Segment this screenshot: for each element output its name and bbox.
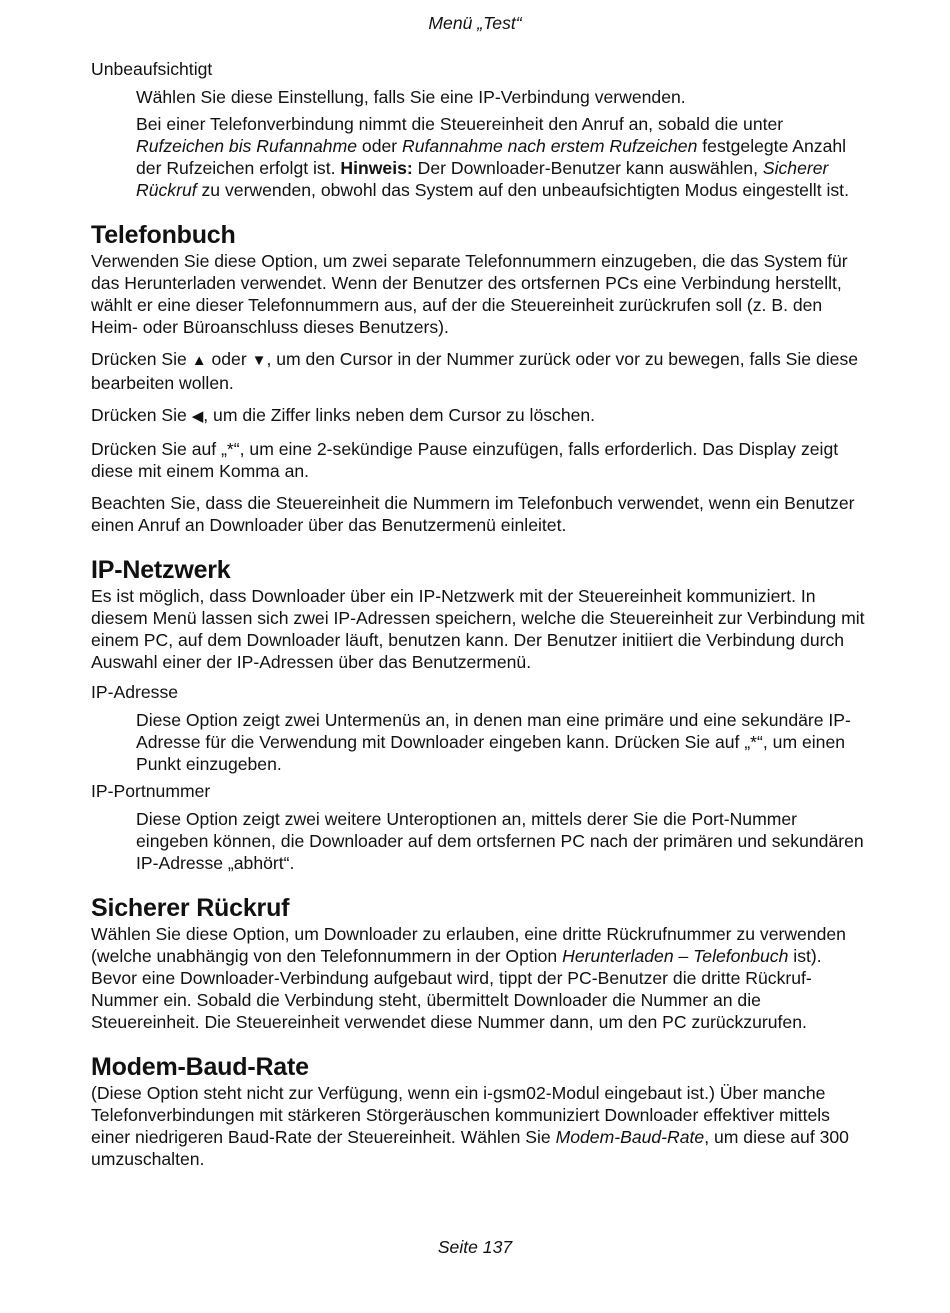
definition-unbeaufsichtigt-2	[136, 113, 866, 201]
term-ip-adresse: IP-Adresse	[91, 682, 179, 702]
italic-term: Rufannahme nach erstem Rufzeichen	[402, 136, 698, 156]
section-title-sicherer-rueckruf: Sicherer Rückruf	[91, 894, 290, 922]
paragraph: Beachten Sie, dass die Steuereinheit die Nummern im Telefonbuch verwendet, wenn ein Benutzer einen Anruf an Downloader über das Benutzermenü einleitet.	[91, 493, 855, 535]
definition-unbeaufsichtigt-1: Wählen Sie diese Einstellung, falls Sie eine IP-Verbindung verwenden.	[136, 87, 686, 107]
paragraph	[91, 923, 866, 1033]
page-footer: Seite 137	[437, 1237, 513, 1257]
text-run: oder	[206, 349, 252, 369]
paragraph: Verwenden Sie diese Option, um zwei separate Telefonnummern einzugeben, die das System für das Herunterladen verwendet. Wenn der Benutzer des ortsfernen PCs eine Verbindung herstellt, wählt er eine dieser Telefonnummern aus, auf der die Steuereinheit zurückrufen soll (z. B. den Heim- oder Büroanschluss dieses Benutzers).	[91, 251, 848, 337]
section-sicherer-rueckruf	[91, 893, 866, 1033]
text-run: , um den Cursor in der Nummer zurück oder vor zu bewegen, falls Sie diese bearbeiten wollen.	[91, 349, 859, 393]
left-arrow-icon: ◀	[191, 408, 204, 425]
down-arrow-icon: ▼	[251, 352, 267, 369]
note-label: Hinweis:	[340, 158, 413, 178]
page-header: Menü „Test“	[428, 13, 522, 33]
text-run: Bei einer Telefonverbindung nimmt die Steuereinheit den Anruf an, sobald die unter	[136, 114, 784, 134]
paragraph: Es ist möglich, dass Downloader über ein IP-Netzwerk mit der Steuereinheit kommuniziert. In diesem Menü lassen sich zwei IP-Adressen speichern, welche die Steuereinheit zur Verbindung mit einem PC, auf dem Downloader läuft, benutzen kann. Der Benutzer initiiert die Verbindung durch Auswahl einer der IP-Adressen über das Benutzermenü.	[91, 586, 865, 672]
italic-term: Modem-Baud-Rate	[555, 1127, 705, 1147]
text-run: Drücken Sie	[91, 349, 192, 369]
paragraph: Drücken Sie auf „*“, um eine 2-sekündige Pause einzufügen, falls erforderlich. Das Display zeigt diese mit einem Komma an.	[91, 439, 839, 481]
paragraph	[91, 1082, 866, 1170]
up-arrow-icon: ▲	[191, 352, 207, 369]
definition-ip-portnummer: Diese Option zeigt zwei weitere Unteroptionen an, mittels derer Sie die Port-Nummer eingeben können, die Downloader auf dem ortsfernen PC nach der primären und sekundären IP-Adresse „abhört“.	[136, 809, 864, 873]
text-run: zu verwenden, obwohl das System auf den unbeaufsichtigten Modus eingestellt ist.	[196, 180, 849, 200]
section-modem-baud-rate	[91, 1052, 866, 1170]
text-run: (Diese Option steht nicht zur Verfügung, wenn ein i-gsm02-Modul eingebaut ist.) Über manche Telefonverbindungen mit stärkeren Störgeräuschen kommuniziert Downloader effektiver mittels einer niedrigeren Baud-Rate der Steuereinheit. Wählen Sie	[91, 1083, 830, 1147]
definition-ip-adresse: Diese Option zeigt zwei Untermenüs an, in denen man eine primäre und eine sekundäre IP-Adresse für die Verwendung mit Downloader eingeben kann. Drücken Sie auf „*“, um einen Punkt einzugeben.	[136, 710, 851, 774]
text-run: Wählen Sie diese Option, um Downloader zu erlauben, eine dritte Rückrufnummer zu verwenden (welche unabhängig von den Telefonnummern in der Option	[91, 924, 846, 966]
section-title-modem-baud-rate: Modem-Baud-Rate	[91, 1053, 309, 1081]
section-ip-netzwerk	[91, 555, 866, 874]
page-content	[91, 58, 866, 1170]
term-ip-portnummer: IP-Portnummer	[91, 781, 211, 801]
text-run: Drücken Sie	[91, 405, 192, 425]
italic-term: Rufzeichen bis Rufannahme	[136, 136, 358, 156]
section-title-ip-netzwerk: IP-Netzwerk	[91, 556, 231, 584]
text-run: Der Downloader-Benutzer kann auswählen,	[412, 158, 763, 178]
paragraph	[91, 348, 866, 394]
text-run: , um diese auf 300 umzuschalten.	[91, 1127, 849, 1169]
italic-term: Herunterladen – Telefonbuch	[562, 946, 789, 966]
text-run: ist). Bevor eine Downloader-Verbindung aufgebaut wird, tippt der PC-Benutzer die dritte Rückruf-Nummer ein. Sobald die Verbindung steht, übermittelt Downloader die Nummer an die Steuereinheit. Die Steuereinheit verwendet diese Nummer dann, um den PC zurückzurufen.	[91, 946, 822, 1032]
section-title-telefonbuch: Telefonbuch	[91, 221, 236, 249]
text-run: , um die Ziffer links neben dem Cursor zu löschen.	[203, 405, 596, 425]
term-unbeaufsichtigt: Unbeaufsichtigt	[91, 59, 213, 79]
italic-term: Sicherer Rückruf	[136, 158, 829, 200]
text-run: festgelegte Anzahl der Rufzeichen erfolgt ist.	[136, 136, 847, 178]
section-telefonbuch	[91, 220, 866, 536]
text-run: oder	[357, 136, 403, 156]
paragraph	[91, 404, 866, 428]
